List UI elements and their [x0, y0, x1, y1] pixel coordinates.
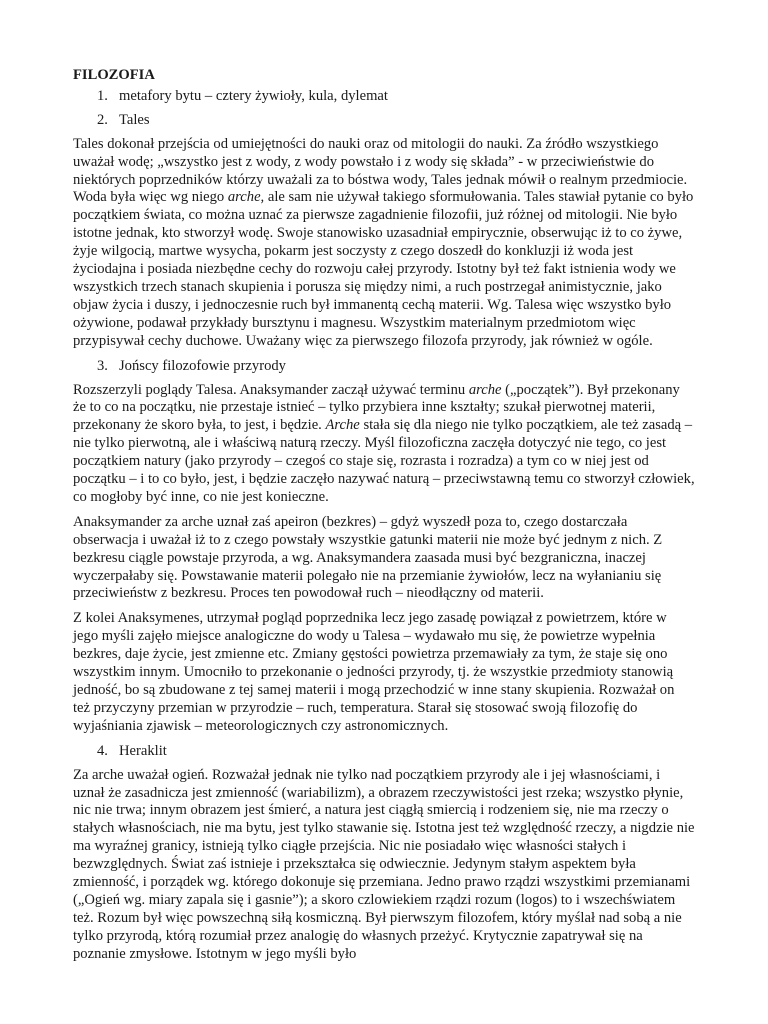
paragraph-ionian-3: Z kolei Anaksymenes, utrzymał pogląd poprzednika lecz jego zasadę powiązał z powietrzem, które w jego myśli zajęło miejsce analogiczne do wody u Talesa – wydawało mu się, że powietrze wypełnia bezkres, daje życie, jest zmienne etc. Zmiany gęstości powietrza przemawiały za tym, że staje się ono wszystkim innym. Umocniło to przekonanie o jedności przyrody, tj. że wszystkie przedmioty stanowią jedność, bo są zbudowane z tej samej materii i mogą przechodzić w inne stany skupienia. Rozważał on też przyczyny przemian w przyrodzie – ruch, temperatura. Starał się stosować swoją filozofię do wyjaśniania zjawisk – meteorologicznych czy astronomicznych.	[73, 610, 675, 734]
list-text: metafory bytu – cztery żywioły, kula, dylemat	[119, 87, 388, 104]
text-run: Tales dokonał przejścia od umiejętności do nauki oraz od mitologii do nauki. Za źródło wszystkiego uważał wodę; „wszystko jest z wody, z wody powstało i z wody się składa” - w przeciwieństwie do niektórych poprzedników którzy uważali za to bóstwa wody, Tales jednak mówił o realnym przedmiocie. Woda była więc wg niego	[73, 135, 688, 206]
list-item	[97, 743, 695, 761]
list-number: 3.	[97, 357, 108, 374]
italic-term: arche	[468, 381, 502, 398]
list-text: Tales	[119, 111, 150, 128]
list-text: Heraklit	[119, 742, 167, 759]
list-item	[97, 358, 695, 376]
document-page	[73, 67, 695, 971]
list-number: 1.	[97, 87, 108, 104]
list-text: Jońscy filozofowie przyrody	[119, 357, 286, 374]
italic-term: Arche	[325, 417, 360, 434]
paragraph-ionian-2: Anaksymander za arche uznał zaś apeiron (bezkres) – gdyż wyszedł poza to, czego dostarczała obserwacja i uważał iż to z czego powstały wszystkie gatunki materii nie może być jednym z nich. Z bezkresu ciągle powstaje przyroda, a wg. Anaksymandera zaasada musi być bezgraniczna, inaczej wyczerpałaby się. Powstawanie materii polegało nie na przemianie żywiołów, lecz na wyłanianiu się przeciwieństw z bezkresu. Proces ten powodował ruch – nieodłączny od materii.	[73, 513, 663, 602]
text-run: („początek”). Był przekonany że to co na początku, nie przestaje istnieć – tylko przybiera inne kształty; szukał pierwotnej materii, przekonany że skoro była, to jest, i będzie.	[73, 381, 680, 434]
text-run: stała się dla niego nie tylko początkiem, ale też zasadą – nie tylko pierwotną, ale i właściwą naturą rzeczy. Myśl filozoficzna zaczęła dotyczyć nie tego, co jest początkiem natury (jako przyrody – czegoś co staje się, rozrasta i rozradza) a tym co w niej jest od początku – i to co było, jest, i będzie zaczęło nazywać naturą – przeciwstawną temu co stworzył człowiek, co mogłoby być inne, co nie jest konieczne.	[73, 417, 695, 505]
list-number: 2.	[97, 111, 108, 128]
document-title: FILOZOFIA	[73, 67, 155, 83]
italic-term: arche,	[227, 189, 265, 206]
list-number: 4.	[97, 742, 108, 759]
paragraph-ionian-1	[73, 382, 695, 507]
text-run: Rozszerzyli poglądy Talesa. Anaksymander zaczął używać terminu	[73, 381, 469, 398]
text-run: ale sam nie używał takiego sformułowania. Tales stawiał pytanie co było początkiem świata, co można uznać za pierwsze zagadnienie filozofii, już różnej od mitologii. Nie było istotne jednak, kto stworzył wodę. Swoje stanowisko uzasadniał empirycznie, obserwując iż to co żywe, żyje wilgocią, martwe wysycha, pokarm jest soczysty z czego doszedł do konkluzji iż woda jest życiodajna i posiada niezbędne cechy do rozwoju całej przyrody. Istotny był też fakt istnienia wody we wszystkich trzech stanach skupienia i porusza się między nimi, a ruch postrzegał animistycznie, jako objaw życia i duszy, i jednoczesnie ruch był immanentą cechą materii. Wg. Talesa więc wszystko było ożywione, podawał przykłady bursztynu i magnesu. Wszystkim materialnym przedmiotom więc przypisywał cechy duchowe. Uważany więc za pierwszego filozofa przyrody, jak również w ogóle.	[73, 189, 694, 349]
paragraph-tales	[73, 136, 695, 351]
paragraph-heraclitus: Za arche uważał ogień. Rozważał jednak nie tylko nad początkiem przyrody ale i jej własnościami, i uznał że zasadnicza jest zmienność (wariabilizm), a obrazem rzeczywistości jest rzeka; wszystko płynie, nic nie trwa; innym obrazem jest śmierć, a natura jest ciągłą smiercią i rodzeniem się, nie ma rzeczy o stałych własnościach, nie ma bytu, jest tylko stawanie się. Istotna jest też względność rzeczy, a nigdzie nie ma wyraźnej granicy, istnieją tylko ciągłe przejścia. Nic nie posiadało więc własności stałych i bezwzględnych. Świat zaś istnieje i przekształca się odwiecznie. Jedynym stałym aspektem była zmienność, i porządek wg. którego dokonuje się przemiana. Jedno prawo rządzi wszystkimi przemianami („Ogień wg. miary zapala się i gasnie”); a skoro czlowiekiem rządzi rozum (logos) to i wszechświatem też. Rozum był więc powszechną siłą kosmiczną. Był pierwszym filozofem, który myślał nad sobą a nie tylko przyrodą, którą rozumiał przez analogię do własnych przeżyć. Krytycznie zapatrywał się na poznanie zmysłowe. Istotnym w jego myśli było	[73, 766, 695, 962]
list-item	[97, 112, 695, 130]
list-item	[97, 88, 695, 106]
